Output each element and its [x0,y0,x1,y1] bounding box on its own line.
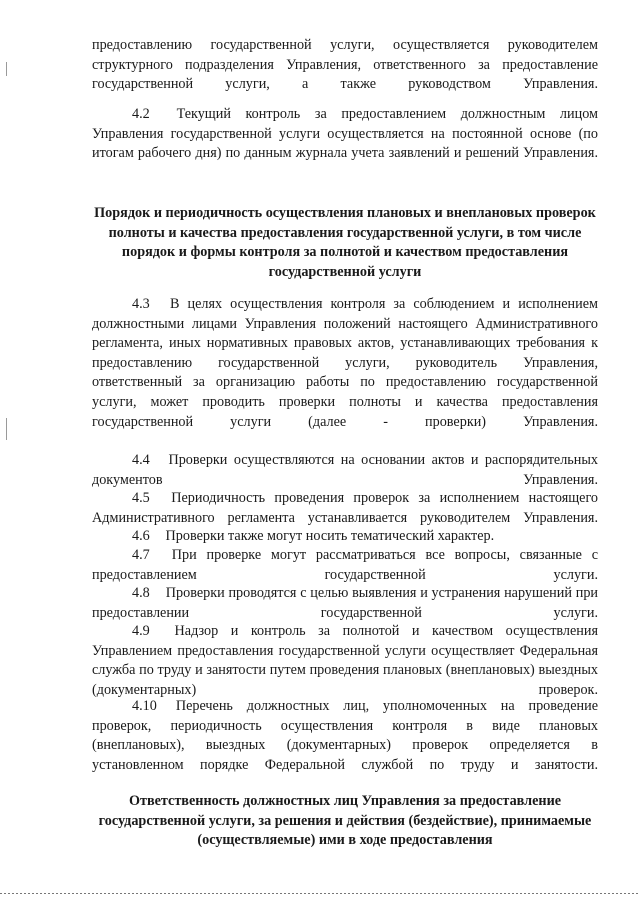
paragraph-4-5 [92,489,598,528]
scan-edge-mark [6,418,7,440]
paragraph-number: 4.8 [132,585,150,601]
paragraph-4-10 [92,697,598,775]
section-heading-responsibility: Ответственность должностных лиц Управления за предоставление государственной услуги, за решения и действия (бездействие), принимаемые (осуществляемые) ими в ходе предоставления [98,793,592,849]
scan-edge-line [0,893,640,894]
paragraph-number: 4.9 [132,623,150,639]
paragraph-text: При проверке могут рассматриваться все вопросы, связанные с предоставлением государственной услуги. [92,547,598,583]
paragraph-4-2 [92,105,598,164]
scan-edge-mark [6,62,7,76]
paragraph-text: Перечень должностных лиц, уполномоченных на проведение проверок, периодичность осуществления контроля в виде плановых (внеплановых), выездных (документарных) проверок определяется в установленном порядке Федеральной службой по труду и занятости. [92,698,598,773]
paragraph-number: 4.5 [132,490,150,506]
paragraph-4-8 [92,584,598,623]
paragraph-4-4 [92,451,598,490]
paragraph-text: Надзор и контроль за полнотой и качеством осуществления Управлением предоставления государственной услуги осуществляет Федеральная служба по труду и занятости путем проведения плановых (внеплановых) выездных (документарных) проверок. [92,623,598,698]
paragraph-4-6 [92,527,598,547]
paragraph-number: 4.7 [132,547,150,563]
paragraph-number: 4.10 [132,698,157,714]
section-heading-inspections: Порядок и периодичность осуществления плановых и внеплановых проверок полноты и качества предоставления государственной услуги, в том числе порядок и формы контроля за полнотой и качеством предоставления государственной услуги [94,205,596,280]
paragraph-number: 4.6 [132,528,150,544]
paragraph-number: 4.2 [132,106,150,122]
paragraph-text: Периодичность проведения проверок за исполнением настоящего Административного регламента устанавливается руководителем Управления. [92,490,599,526]
paragraph-number: 4.4 [132,452,150,468]
paragraph-text: Проверки также могут носить тематический характер. [165,528,495,544]
paragraph-text: В целях осуществления контроля за соблюдением и исполнением должностными лицами Управления положений настоящего Административного регламента, иных нормативных правовых актов, устанавливающих требования к предоставлению государственной услуги, руководитель Управления, ответственный за организацию работы по предоставлению государственной услуги, может проводить проверки полноты и качества предоставления государственной услуги (далее - проверки) Управления. [92,296,599,430]
paragraph-4-9 [92,622,598,700]
paragraph-number: 4.3 [132,296,150,312]
paragraph-text: Проверки проводятся с целью выявления и устранения нарушений при предоставлении государственной услуги. [92,585,599,621]
paragraph-intro: предоставлению государственной услуги, осуществляется руководителем структурного подразделения Управления, ответственного за предоставление государственной услуги, а также руководством Управления. [92,37,598,93]
paragraph-4-3 [92,295,598,432]
paragraph-text: Текущий контроль за предоставлением должностным лицом Управления государственной услуги осуществляется на постоянной основе (по итогам рабочего дня) по данным журнала учета заявлений и решений Управления. [92,106,599,162]
paragraph-4-7 [92,546,598,585]
paragraph-text: Проверки осуществляются на основании актов и распорядительных документов Управления. [92,452,598,488]
